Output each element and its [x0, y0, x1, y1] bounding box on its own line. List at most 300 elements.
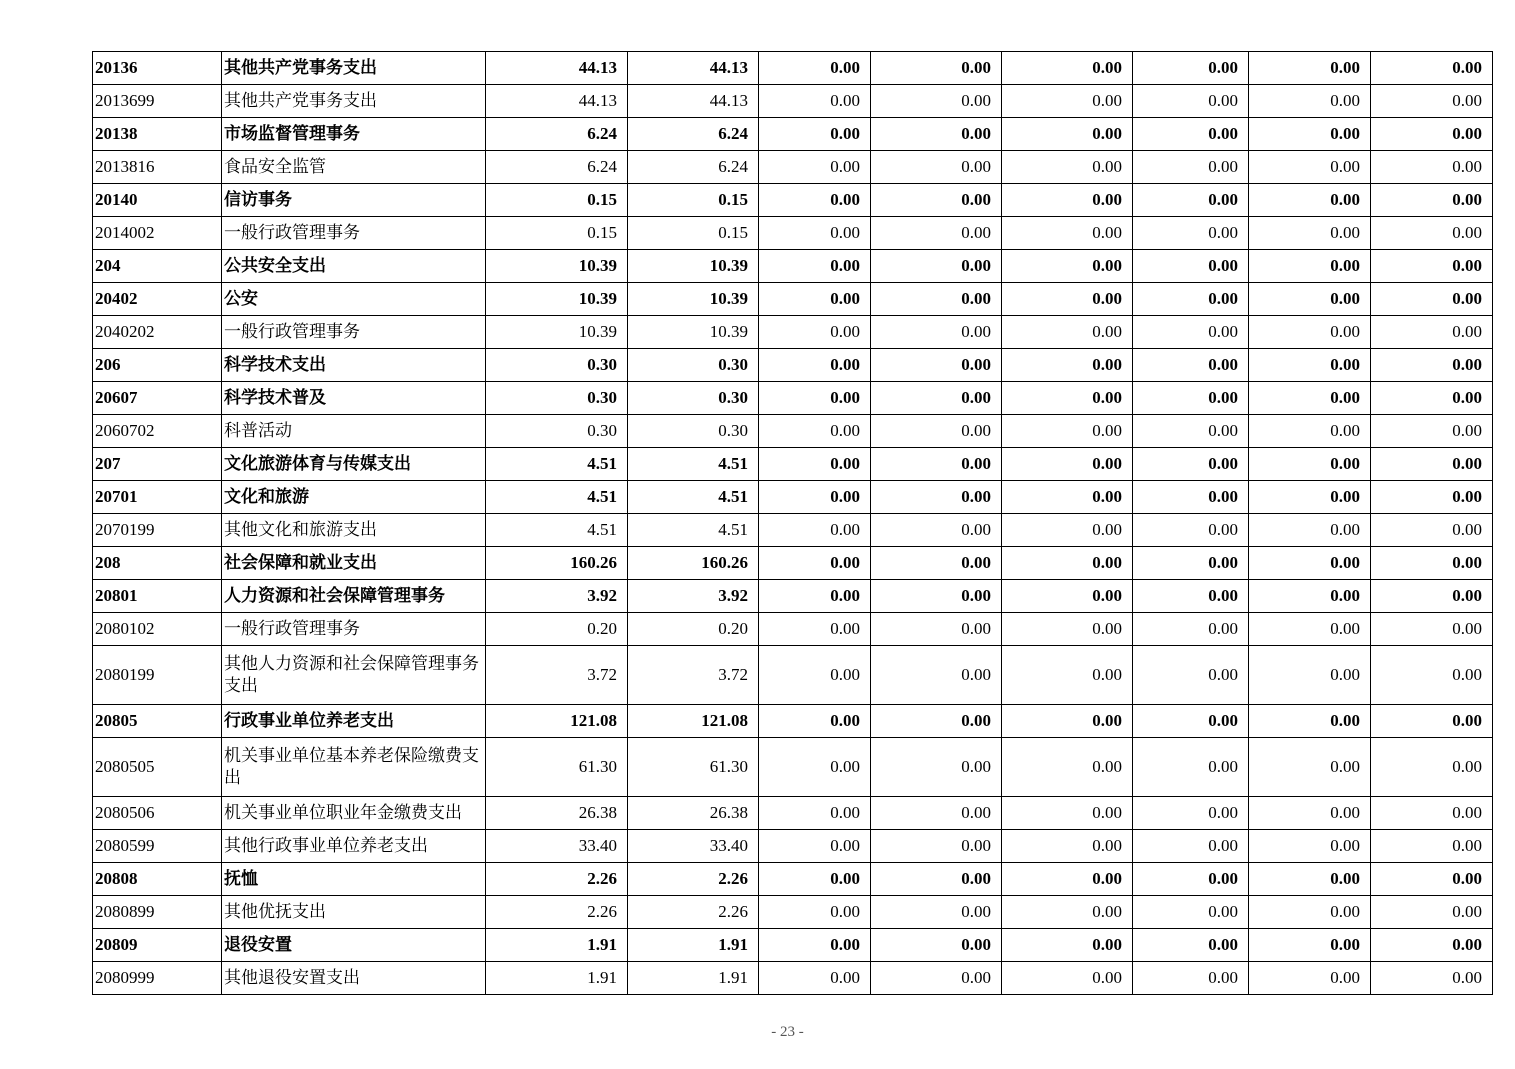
subject-name-cell: 其他优抚支出	[222, 896, 486, 929]
amount-cell: 0.00	[1371, 52, 1493, 85]
amount-cell: 4.51	[486, 514, 628, 547]
amount-cell: 0.00	[1249, 863, 1371, 896]
amount-cell: 0.00	[1371, 613, 1493, 646]
amount-cell: 0.30	[486, 415, 628, 448]
amount-cell: 26.38	[628, 797, 759, 830]
table-row	[93, 896, 1493, 929]
amount-cell: 0.00	[759, 283, 871, 316]
amount-cell: 6.24	[486, 151, 628, 184]
amount-cell: 121.08	[628, 705, 759, 738]
table-row	[93, 514, 1493, 547]
amount-cell: 0.00	[1002, 738, 1133, 797]
subject-code-cell: 20402	[93, 283, 222, 316]
amount-cell: 0.00	[1371, 349, 1493, 382]
amount-cell: 0.00	[1371, 738, 1493, 797]
subject-code-cell: 2080899	[93, 896, 222, 929]
amount-cell: 0.00	[1371, 382, 1493, 415]
amount-cell: 0.00	[759, 151, 871, 184]
amount-cell: 10.39	[628, 250, 759, 283]
amount-cell: 2.26	[628, 896, 759, 929]
budget-table	[92, 51, 1493, 995]
amount-cell: 3.92	[486, 580, 628, 613]
subject-name-cell: 其他行政事业单位养老支出	[222, 830, 486, 863]
amount-cell: 0.00	[1249, 646, 1371, 705]
amount-cell: 0.30	[486, 349, 628, 382]
amount-cell: 0.00	[1002, 547, 1133, 580]
amount-cell: 0.00	[1249, 250, 1371, 283]
amount-cell: 0.00	[871, 705, 1002, 738]
amount-cell: 0.00	[1371, 547, 1493, 580]
subject-code-cell: 2080506	[93, 797, 222, 830]
amount-cell: 0.15	[486, 217, 628, 250]
amount-cell: 0.00	[871, 448, 1002, 481]
table-row	[93, 646, 1493, 705]
amount-cell: 26.38	[486, 797, 628, 830]
amount-cell: 0.00	[871, 481, 1002, 514]
amount-cell: 33.40	[486, 830, 628, 863]
amount-cell: 2.26	[628, 863, 759, 896]
amount-cell: 0.00	[1133, 316, 1249, 349]
subject-code-cell: 20801	[93, 580, 222, 613]
amount-cell: 0.00	[1371, 283, 1493, 316]
amount-cell: 3.72	[486, 646, 628, 705]
subject-name-cell: 市场监督管理事务	[222, 118, 486, 151]
amount-cell: 0.00	[1371, 217, 1493, 250]
amount-cell: 0.00	[759, 250, 871, 283]
subject-name-cell: 抚恤	[222, 863, 486, 896]
amount-cell: 0.00	[1133, 481, 1249, 514]
subject-code-cell: 2080599	[93, 830, 222, 863]
amount-cell: 0.00	[1371, 962, 1493, 995]
amount-cell: 0.00	[871, 580, 1002, 613]
amount-cell: 0.00	[1002, 646, 1133, 705]
amount-cell: 33.40	[628, 830, 759, 863]
amount-cell: 0.00	[871, 547, 1002, 580]
amount-cell: 0.00	[1371, 580, 1493, 613]
amount-cell: 1.91	[628, 929, 759, 962]
amount-cell: 0.00	[1002, 797, 1133, 830]
amount-cell: 2.26	[486, 863, 628, 896]
amount-cell: 6.24	[486, 118, 628, 151]
amount-cell: 0.00	[1002, 184, 1133, 217]
subject-name-cell: 公安	[222, 283, 486, 316]
table-row	[93, 448, 1493, 481]
amount-cell: 0.00	[1002, 705, 1133, 738]
amount-cell: 0.00	[1133, 349, 1249, 382]
amount-cell: 0.00	[871, 349, 1002, 382]
amount-cell: 0.00	[1249, 118, 1371, 151]
amount-cell: 0.00	[1371, 514, 1493, 547]
amount-cell: 0.00	[759, 382, 871, 415]
subject-name-cell: 科学技术支出	[222, 349, 486, 382]
amount-cell: 0.00	[1002, 250, 1133, 283]
amount-cell: 0.00	[1002, 929, 1133, 962]
table-row	[93, 705, 1493, 738]
amount-cell: 160.26	[486, 547, 628, 580]
amount-cell: 0.00	[1249, 896, 1371, 929]
amount-cell: 0.00	[1371, 646, 1493, 705]
amount-cell: 0.00	[1133, 151, 1249, 184]
amount-cell: 0.00	[1249, 514, 1371, 547]
amount-cell: 0.00	[759, 896, 871, 929]
amount-cell: 0.00	[759, 118, 871, 151]
amount-cell: 0.15	[628, 217, 759, 250]
amount-cell: 0.00	[1371, 797, 1493, 830]
amount-cell: 0.00	[1002, 316, 1133, 349]
amount-cell: 0.20	[628, 613, 759, 646]
amount-cell: 0.00	[1002, 415, 1133, 448]
amount-cell: 44.13	[486, 52, 628, 85]
amount-cell: 0.00	[1002, 481, 1133, 514]
table-row	[93, 738, 1493, 797]
table-row	[93, 830, 1493, 863]
amount-cell: 0.00	[871, 118, 1002, 151]
amount-cell: 0.00	[1002, 118, 1133, 151]
subject-code-cell: 2080505	[93, 738, 222, 797]
amount-cell: 0.00	[1249, 349, 1371, 382]
amount-cell: 4.51	[628, 514, 759, 547]
amount-cell: 0.00	[871, 830, 1002, 863]
amount-cell: 0.00	[1002, 863, 1133, 896]
amount-cell: 0.00	[1133, 797, 1249, 830]
table-row	[93, 580, 1493, 613]
subject-name-cell: 文化旅游体育与传媒支出	[222, 448, 486, 481]
subject-name-cell: 机关事业单位基本养老保险缴费支出	[222, 738, 486, 797]
amount-cell: 0.00	[871, 797, 1002, 830]
amount-cell: 0.00	[1133, 830, 1249, 863]
subject-code-cell: 20809	[93, 929, 222, 962]
amount-cell: 0.00	[1133, 415, 1249, 448]
amount-cell: 0.00	[759, 830, 871, 863]
amount-cell: 0.00	[871, 184, 1002, 217]
amount-cell: 0.30	[628, 382, 759, 415]
amount-cell: 0.00	[759, 184, 871, 217]
subject-name-cell: 人力资源和社会保障管理事务	[222, 580, 486, 613]
table-row	[93, 349, 1493, 382]
amount-cell: 0.00	[759, 217, 871, 250]
amount-cell: 61.30	[628, 738, 759, 797]
amount-cell: 0.00	[759, 705, 871, 738]
table-row	[93, 118, 1493, 151]
amount-cell: 0.30	[628, 349, 759, 382]
subject-code-cell: 20140	[93, 184, 222, 217]
amount-cell: 0.00	[1133, 896, 1249, 929]
amount-cell: 0.00	[759, 316, 871, 349]
amount-cell: 0.00	[1133, 929, 1249, 962]
amount-cell: 0.00	[759, 481, 871, 514]
amount-cell: 10.39	[628, 316, 759, 349]
amount-cell: 0.00	[1249, 580, 1371, 613]
amount-cell: 0.00	[1371, 481, 1493, 514]
amount-cell: 0.00	[1249, 547, 1371, 580]
amount-cell: 10.39	[628, 283, 759, 316]
subject-code-cell: 20136	[93, 52, 222, 85]
amount-cell: 0.00	[1249, 415, 1371, 448]
amount-cell: 0.15	[486, 184, 628, 217]
subject-name-cell: 其他退役安置支出	[222, 962, 486, 995]
amount-cell: 121.08	[486, 705, 628, 738]
subject-name-cell: 机关事业单位职业年金缴费支出	[222, 797, 486, 830]
amount-cell: 0.20	[486, 613, 628, 646]
amount-cell: 0.00	[1371, 184, 1493, 217]
subject-code-cell: 208	[93, 547, 222, 580]
amount-cell: 0.00	[1249, 613, 1371, 646]
amount-cell: 0.00	[759, 929, 871, 962]
amount-cell: 0.00	[1002, 830, 1133, 863]
table-row	[93, 283, 1493, 316]
amount-cell: 0.00	[871, 382, 1002, 415]
amount-cell: 0.30	[486, 382, 628, 415]
amount-cell: 0.00	[1371, 863, 1493, 896]
amount-cell: 0.00	[1249, 382, 1371, 415]
amount-cell: 0.00	[1002, 896, 1133, 929]
subject-code-cell: 2013699	[93, 85, 222, 118]
table-row	[93, 613, 1493, 646]
amount-cell: 1.91	[486, 929, 628, 962]
amount-cell: 4.51	[486, 448, 628, 481]
amount-cell: 0.00	[1249, 738, 1371, 797]
subject-code-cell: 2080999	[93, 962, 222, 995]
amount-cell: 0.00	[1249, 283, 1371, 316]
table-row	[93, 415, 1493, 448]
table-row	[93, 863, 1493, 896]
amount-cell: 0.00	[871, 613, 1002, 646]
subject-name-cell: 一般行政管理事务	[222, 613, 486, 646]
amount-cell: 0.00	[871, 85, 1002, 118]
subject-name-cell: 其他文化和旅游支出	[222, 514, 486, 547]
amount-cell: 0.00	[1133, 547, 1249, 580]
amount-cell: 0.00	[871, 962, 1002, 995]
table-row	[93, 316, 1493, 349]
subject-code-cell: 20138	[93, 118, 222, 151]
amount-cell: 0.00	[1249, 151, 1371, 184]
subject-name-cell: 信访事务	[222, 184, 486, 217]
subject-name-cell: 其他共产党事务支出	[222, 85, 486, 118]
amount-cell: 0.30	[628, 415, 759, 448]
amount-cell: 1.91	[628, 962, 759, 995]
amount-cell: 0.00	[1371, 85, 1493, 118]
amount-cell: 0.00	[1249, 962, 1371, 995]
amount-cell: 0.00	[1249, 481, 1371, 514]
amount-cell: 0.00	[1249, 85, 1371, 118]
subject-code-cell: 2080102	[93, 613, 222, 646]
subject-code-cell: 20808	[93, 863, 222, 896]
amount-cell: 0.00	[1133, 283, 1249, 316]
amount-cell: 0.00	[871, 738, 1002, 797]
amount-cell: 1.91	[486, 962, 628, 995]
amount-cell: 0.00	[1002, 151, 1133, 184]
amount-cell: 0.00	[871, 283, 1002, 316]
amount-cell: 0.00	[1371, 830, 1493, 863]
amount-cell: 0.00	[1133, 613, 1249, 646]
amount-cell: 0.00	[1371, 316, 1493, 349]
amount-cell: 0.00	[1249, 448, 1371, 481]
amount-cell: 61.30	[486, 738, 628, 797]
subject-name-cell: 科普活动	[222, 415, 486, 448]
subject-code-cell: 2014002	[93, 217, 222, 250]
subject-name-cell: 行政事业单位养老支出	[222, 705, 486, 738]
amount-cell: 0.00	[1133, 448, 1249, 481]
subject-code-cell: 207	[93, 448, 222, 481]
amount-cell: 0.00	[1371, 118, 1493, 151]
amount-cell: 0.00	[1002, 349, 1133, 382]
table-row	[93, 962, 1493, 995]
amount-cell: 0.00	[871, 929, 1002, 962]
amount-cell: 44.13	[628, 52, 759, 85]
page-number: - 23 -	[771, 1024, 804, 1040]
amount-cell: 0.00	[759, 613, 871, 646]
amount-cell: 0.00	[1249, 830, 1371, 863]
amount-cell: 0.00	[1133, 962, 1249, 995]
amount-cell: 0.00	[1133, 863, 1249, 896]
amount-cell: 0.00	[1002, 52, 1133, 85]
amount-cell: 0.00	[1133, 705, 1249, 738]
amount-cell: 0.00	[759, 962, 871, 995]
amount-cell: 0.00	[759, 415, 871, 448]
subject-name-cell: 社会保障和就业支出	[222, 547, 486, 580]
amount-cell: 3.92	[628, 580, 759, 613]
subject-code-cell: 2040202	[93, 316, 222, 349]
amount-cell: 0.00	[759, 580, 871, 613]
subject-code-cell: 204	[93, 250, 222, 283]
table-row	[93, 52, 1493, 85]
amount-cell: 6.24	[628, 151, 759, 184]
amount-cell: 0.00	[1249, 797, 1371, 830]
amount-cell: 0.00	[759, 349, 871, 382]
amount-cell: 0.00	[871, 52, 1002, 85]
amount-cell: 0.00	[1249, 705, 1371, 738]
amount-cell: 10.39	[486, 316, 628, 349]
amount-cell: 0.00	[1133, 118, 1249, 151]
subject-name-cell: 科学技术普及	[222, 382, 486, 415]
table-row	[93, 85, 1493, 118]
subject-code-cell: 20701	[93, 481, 222, 514]
subject-code-cell: 2060702	[93, 415, 222, 448]
amount-cell: 0.00	[1133, 646, 1249, 705]
amount-cell: 0.00	[1249, 52, 1371, 85]
amount-cell: 0.00	[759, 448, 871, 481]
subject-code-cell: 2070199	[93, 514, 222, 547]
amount-cell: 0.00	[1133, 580, 1249, 613]
amount-cell: 0.15	[628, 184, 759, 217]
amount-cell: 0.00	[759, 514, 871, 547]
amount-cell: 0.00	[1249, 929, 1371, 962]
amount-cell: 6.24	[628, 118, 759, 151]
amount-cell: 0.00	[1371, 448, 1493, 481]
subject-code-cell: 2080199	[93, 646, 222, 705]
subject-code-cell: 2013816	[93, 151, 222, 184]
table-row	[93, 217, 1493, 250]
amount-cell: 0.00	[759, 738, 871, 797]
amount-cell: 0.00	[1002, 613, 1133, 646]
subject-code-cell: 206	[93, 349, 222, 382]
amount-cell: 4.51	[628, 481, 759, 514]
amount-cell: 0.00	[1371, 705, 1493, 738]
amount-cell: 0.00	[871, 217, 1002, 250]
amount-cell: 0.00	[871, 863, 1002, 896]
amount-cell: 0.00	[1002, 514, 1133, 547]
subject-name-cell: 一般行政管理事务	[222, 316, 486, 349]
table-row	[93, 929, 1493, 962]
amount-cell: 2.26	[486, 896, 628, 929]
subject-name-cell: 一般行政管理事务	[222, 217, 486, 250]
subject-name-cell: 食品安全监管	[222, 151, 486, 184]
subject-name-cell: 其他人力资源和社会保障管理事务支出	[222, 646, 486, 705]
amount-cell: 0.00	[871, 646, 1002, 705]
amount-cell: 0.00	[1249, 184, 1371, 217]
amount-cell: 0.00	[871, 151, 1002, 184]
table-row	[93, 184, 1493, 217]
amount-cell: 0.00	[1002, 85, 1133, 118]
amount-cell: 0.00	[1133, 184, 1249, 217]
amount-cell: 0.00	[1371, 929, 1493, 962]
amount-cell: 0.00	[1133, 52, 1249, 85]
subject-name-cell: 退役安置	[222, 929, 486, 962]
amount-cell: 0.00	[871, 896, 1002, 929]
amount-cell: 0.00	[1371, 151, 1493, 184]
amount-cell: 0.00	[759, 646, 871, 705]
amount-cell: 0.00	[1002, 448, 1133, 481]
amount-cell: 0.00	[1002, 580, 1133, 613]
amount-cell: 3.72	[628, 646, 759, 705]
amount-cell: 0.00	[1133, 514, 1249, 547]
amount-cell: 4.51	[628, 448, 759, 481]
table-row	[93, 481, 1493, 514]
amount-cell: 0.00	[1133, 738, 1249, 797]
amount-cell: 0.00	[1249, 217, 1371, 250]
table-row	[93, 797, 1493, 830]
amount-cell: 0.00	[871, 514, 1002, 547]
amount-cell: 0.00	[1133, 85, 1249, 118]
amount-cell: 10.39	[486, 250, 628, 283]
amount-cell: 0.00	[759, 547, 871, 580]
subject-name-cell: 公共安全支出	[222, 250, 486, 283]
amount-cell: 0.00	[871, 316, 1002, 349]
amount-cell: 0.00	[1371, 415, 1493, 448]
subject-code-cell: 20805	[93, 705, 222, 738]
amount-cell: 0.00	[1002, 283, 1133, 316]
amount-cell: 0.00	[871, 415, 1002, 448]
amount-cell: 0.00	[1133, 250, 1249, 283]
amount-cell: 0.00	[1133, 217, 1249, 250]
table-row	[93, 382, 1493, 415]
amount-cell: 0.00	[1002, 382, 1133, 415]
table-row	[93, 151, 1493, 184]
amount-cell: 0.00	[871, 250, 1002, 283]
amount-cell: 0.00	[1371, 250, 1493, 283]
amount-cell: 0.00	[1371, 896, 1493, 929]
amount-cell: 0.00	[1249, 316, 1371, 349]
amount-cell: 0.00	[1002, 962, 1133, 995]
amount-cell: 4.51	[486, 481, 628, 514]
amount-cell: 0.00	[759, 85, 871, 118]
amount-cell: 44.13	[486, 85, 628, 118]
subject-name-cell: 文化和旅游	[222, 481, 486, 514]
amount-cell: 0.00	[759, 863, 871, 896]
subject-code-cell: 20607	[93, 382, 222, 415]
table-row	[93, 547, 1493, 580]
subject-name-cell: 其他共产党事务支出	[222, 52, 486, 85]
amount-cell: 44.13	[628, 85, 759, 118]
amount-cell: 0.00	[759, 797, 871, 830]
amount-cell: 0.00	[759, 52, 871, 85]
table-body	[93, 52, 1493, 995]
amount-cell: 10.39	[486, 283, 628, 316]
amount-cell: 160.26	[628, 547, 759, 580]
table-row	[93, 250, 1493, 283]
amount-cell: 0.00	[1133, 382, 1249, 415]
amount-cell: 0.00	[1002, 217, 1133, 250]
